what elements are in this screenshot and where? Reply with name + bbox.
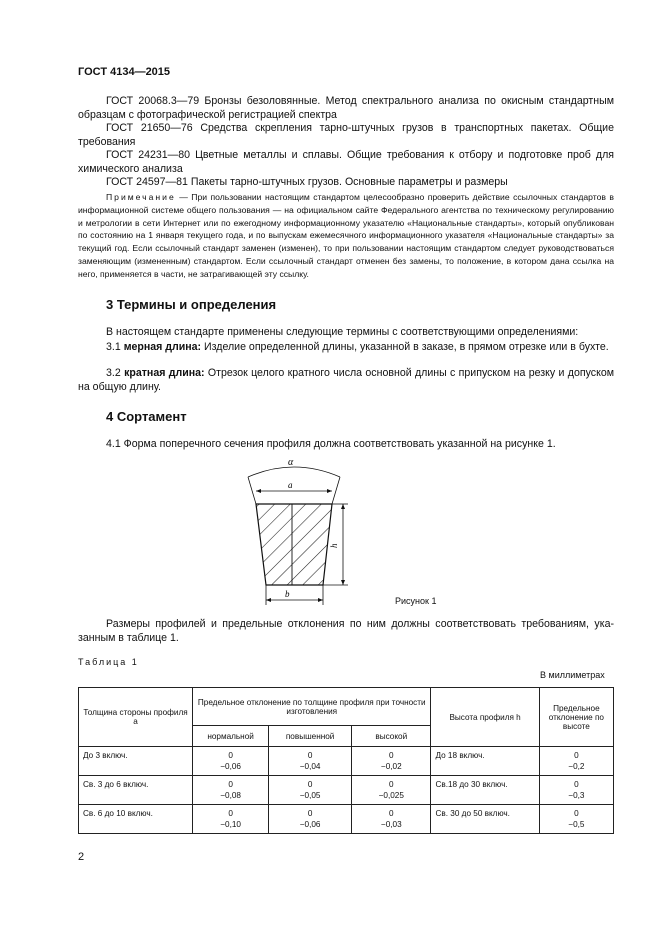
header-height-deviation: Предельное отклонение по высоте (539, 688, 613, 747)
note-label: Примечание (106, 192, 176, 202)
cell-increased (269, 805, 352, 834)
term-name: кратная длина: (124, 367, 205, 379)
extension-line (332, 477, 340, 504)
reference-item: ГОСТ 24231—80 Цветные металлы и сплавы. Общие требования к отбору и подготовке проб для химического анализа (78, 149, 614, 175)
note-paragraph (78, 191, 614, 281)
page-number: 2 (78, 851, 85, 863)
cell-value-upper: 0 (389, 751, 394, 760)
table-units: В миллиметрах (540, 670, 605, 680)
cell-side: Св. 6 до 10 включ. (79, 805, 193, 834)
arrow-icon (341, 504, 345, 509)
profile-section-shape (256, 504, 332, 585)
cell-value-lower: −0,025 (378, 791, 404, 800)
header-height: Высота профиля h (431, 688, 539, 747)
cell-high (352, 805, 431, 834)
document-header: ГОСТ 4134—2015 (78, 66, 171, 78)
term-definition (78, 341, 614, 355)
arrow-icon (341, 580, 345, 585)
cell-height: До 18 включ. (431, 747, 539, 776)
cell-high (352, 747, 431, 776)
figure-caption: Рисунок 1 (395, 596, 437, 606)
cell-value-lower: −0,08 (220, 791, 241, 800)
cell-value-lower: −0,3 (568, 791, 585, 800)
cell-normal (193, 747, 269, 776)
cell-value-upper: 0 (389, 780, 394, 789)
cell-side: Св. 3 до 6 включ. (79, 776, 193, 805)
cell-value-upper: 0 (307, 780, 313, 789)
section-3-heading: 3 Термины и определения (106, 297, 277, 312)
cell-value-upper: 0 (574, 809, 579, 818)
dimension-b-label: b (285, 589, 290, 599)
cell-value-lower: −0,2 (568, 762, 585, 771)
term-text: Отрезок целого кратного числа основной длины с припуском на резку и допуском на общую длину. (78, 367, 614, 393)
header-high: высокой (352, 726, 431, 747)
cell-height: Св. 30 до 50 включ. (431, 805, 539, 834)
header-increased: повышенной (269, 726, 352, 747)
section-4-paragraph-1: 4.1 Форма поперечного сечения профиля должна соответствовать указанной на рисунке 1. (106, 438, 556, 450)
table-row (79, 776, 614, 805)
cell-value-upper: 0 (228, 780, 233, 789)
section-4-heading: 4 Сортамент (106, 409, 187, 424)
arrow-icon (318, 598, 323, 602)
cell-height: Св.18 до 30 включ. (431, 776, 539, 805)
cell-height-deviation (539, 805, 613, 834)
table-caption: Таблица 1 (78, 657, 139, 667)
cell-value-lower: −0,04 (299, 762, 321, 771)
dimension-h-label: h (329, 543, 339, 548)
section-4-paragraph-2: Размеры профилей и предельные отклонения по ним должны соответствовать требованиям, указанным в таблице 1. (78, 618, 614, 644)
cell-height-deviation (539, 747, 613, 776)
header-normal: нормальной (193, 726, 269, 747)
reference-item: ГОСТ 24597—81 Пакеты тарно-штучных грузов. Основные параметры и размеры (106, 176, 508, 188)
cell-value-upper: 0 (574, 780, 579, 789)
arrow-icon (266, 598, 271, 602)
cell-height-deviation (539, 776, 613, 805)
table-row (79, 805, 614, 834)
note-text: — При пользовании настоящим стандартом целесообразно проверить действие ссылочных стандартов в информационной системе общего пользования — на официальном сайте Федерального агентства по техническому регулированию и метрологии в сети Интернет или по ежегодному информационному указателю «Национальные стандарты», который опубликован по состоянию на 1 января текущего года, и по выпускам ежемесячного информационного указателя «Национальные стандарты» за текущий год. Если ссылочный стандарт заменен (изменен), то при пользовании настоящим стандартом следует руководствоваться заменяющим (измененным) стандартом. Если ссылочный стандарт отменен без замены, то положение, в котором дана ссылка на него, применяется в части, не затрагивающей эту ссылку. (78, 192, 614, 279)
table-row (79, 747, 614, 776)
reference-item: ГОСТ 21650—76 Средства скрепления тарно-штучных грузов в транспортных пакетах. Общие требования (78, 122, 614, 148)
cell-side: До 3 включ. (79, 747, 193, 776)
cell-value-lower: −0,05 (299, 791, 321, 800)
cell-increased (269, 747, 352, 776)
cell-value-upper: 0 (307, 751, 313, 760)
term-number: 3.1 (106, 341, 121, 353)
angle-alpha-label: α (288, 457, 294, 468)
cell-value-lower: −0,06 (220, 762, 241, 771)
section-3-intro: В настоящем стандарте применены следующие термины с соответствующими определениями: (106, 326, 579, 338)
term-name: мерная длина: (123, 341, 202, 353)
cell-normal (193, 776, 269, 805)
cell-high (352, 776, 431, 805)
cell-value-upper: 0 (228, 809, 233, 818)
cell-value-lower: −0,06 (299, 820, 321, 829)
cell-normal (193, 805, 269, 834)
extension-line (248, 477, 256, 504)
header-side-thickness: Толщина стороны профиля a (79, 688, 193, 747)
dimension-a-label: a (288, 480, 293, 490)
reference-item: ГОСТ 20068.3—79 Бронзы безоловянные. Метод спектрального анализа по окисным стандартным образцам с фотографической регистрацией спектра (78, 95, 614, 121)
cell-value-lower: −0,10 (220, 820, 241, 829)
term-text: Изделие определенной длины, указанной в заказе, в прямом отрезке или в бухте. (201, 341, 609, 353)
table-1 (78, 687, 614, 834)
arrow-icon (256, 489, 261, 493)
header-deviation-group: Предельное отклонение по толщине профиля при точности изготовления (193, 688, 431, 726)
cell-increased (269, 776, 352, 805)
cell-value-upper: 0 (574, 751, 579, 760)
profile-cross-section-figure (230, 455, 360, 607)
cell-value-upper: 0 (228, 751, 233, 760)
cell-value-upper: 0 (307, 809, 313, 818)
arrow-icon (327, 489, 332, 493)
term-definition (78, 367, 614, 394)
angle-arc (248, 467, 340, 477)
term-number: 3.2 (106, 367, 121, 379)
cell-value-lower: −0,02 (380, 762, 402, 771)
cell-value-lower: −0,03 (380, 820, 402, 829)
cell-value-upper: 0 (389, 809, 394, 818)
cell-value-lower: −0,5 (568, 820, 585, 829)
table-header-row (79, 688, 614, 726)
